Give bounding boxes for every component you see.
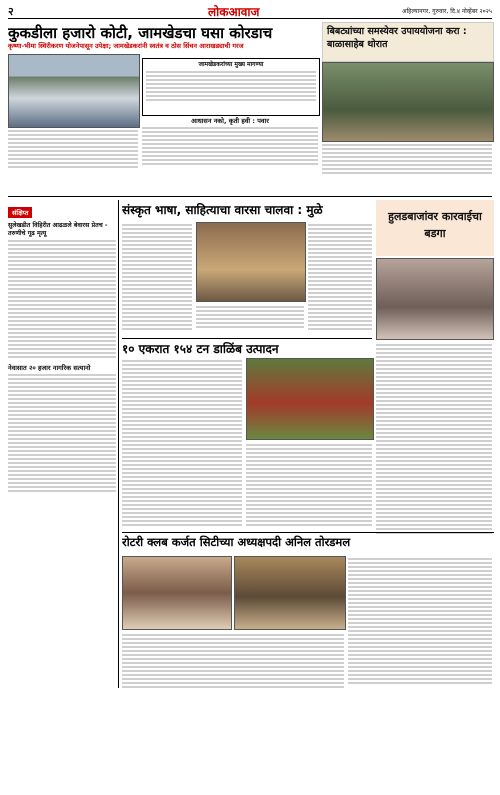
- story-jamkhed-subhead: कृष्णा-भीमा स्थिरीकरण योजनेपासून उपेक्षा; जामखेडकरांनी स्वतंत्र व ठोस सिंचन आराखड्याची गरज: [8, 42, 244, 50]
- story-rotary-headline: रोटरी क्लब कर्जत सिटीच्या अध्यक्षपदी अनिल तोरडमल: [122, 535, 351, 549]
- rotary-group-photo: [122, 556, 232, 630]
- pomegranate-photo: [246, 358, 374, 440]
- story-hooligans-headline: हुलडबाजांवर कारवाईचा बडगा: [388, 210, 482, 240]
- briefs-label: संक्षिप्त: [8, 207, 32, 218]
- story-hooligans-body: [376, 342, 492, 538]
- story-sanskrit-body: [122, 222, 192, 334]
- page-number: २: [8, 5, 14, 18]
- story-pomegranate-body: [122, 358, 242, 528]
- story-thorat-body: [322, 142, 492, 194]
- masthead: [8, 4, 492, 19]
- story-rotary-body: [348, 556, 492, 688]
- story-pomegranate-headline: १० एकरात १५४ टन डाळिंब उत्पादन: [122, 342, 279, 356]
- pawar-subhead: आधासन नको, कृती हवी : पवार: [191, 117, 269, 125]
- story-jamkhed-headline: कुकडीला हजारो कोटी, जामखेडचा घसा कोरडाच: [8, 24, 273, 42]
- divider-rule: [8, 196, 492, 197]
- rotary-ceremony-photo: [234, 556, 346, 630]
- story-sanskrit-body-2: [308, 222, 372, 334]
- column-divider: [118, 200, 119, 688]
- story-rotary-header: [122, 532, 494, 553]
- brief-1-headline: सुलेखडीत विहिरीत आढळले बेवारस प्रेतच - तरुणीचे गूढ मृत्यू: [8, 222, 108, 237]
- brief-2-headline: नेवासात २० हजार नागरिक सत्यानो: [8, 364, 91, 372]
- demands-box-title: जामखेडकरांच्या मुख्य मागण्या: [198, 61, 264, 68]
- story-jamkhed-body: [8, 128, 138, 188]
- brief-2-text: [8, 372, 116, 494]
- issue-date: अहिल्यानगर, गुरुवार, दि.४ नोव्हेंबर २०२५: [402, 8, 492, 15]
- brief-1-text: [8, 238, 116, 360]
- pomegranate-caption: [246, 442, 372, 528]
- story-thorat-header: [322, 22, 494, 62]
- briefs-column: [8, 200, 116, 688]
- pawar-section: [142, 116, 318, 186]
- police-action-photo: [376, 258, 494, 340]
- sanskrit-photo-caption: [196, 304, 304, 334]
- demands-box: [142, 58, 320, 116]
- story-hooligans-header: [376, 200, 494, 256]
- story-sanskrit: [122, 202, 372, 218]
- pawar-text: [142, 125, 318, 167]
- story-jamkhed: [8, 24, 318, 51]
- story-sanskrit-headline: संस्कृत भाषा, साहित्याचा वारसा चालवा : मुळे: [122, 203, 323, 217]
- dam-photo: [8, 54, 140, 128]
- sanskrit-event-photo: [196, 222, 306, 302]
- story-thorat-headline: बिबट्यांच्या समस्येवर उपाययोजना करा : बाळासाहेब थोरात: [327, 26, 467, 50]
- demands-box-text: [143, 69, 319, 103]
- brand-logo: लोकआवाज: [208, 5, 260, 19]
- story-pomegranate: [122, 338, 372, 357]
- leopard-meeting-photo: [322, 62, 494, 142]
- story-rotary-caption: [122, 632, 344, 688]
